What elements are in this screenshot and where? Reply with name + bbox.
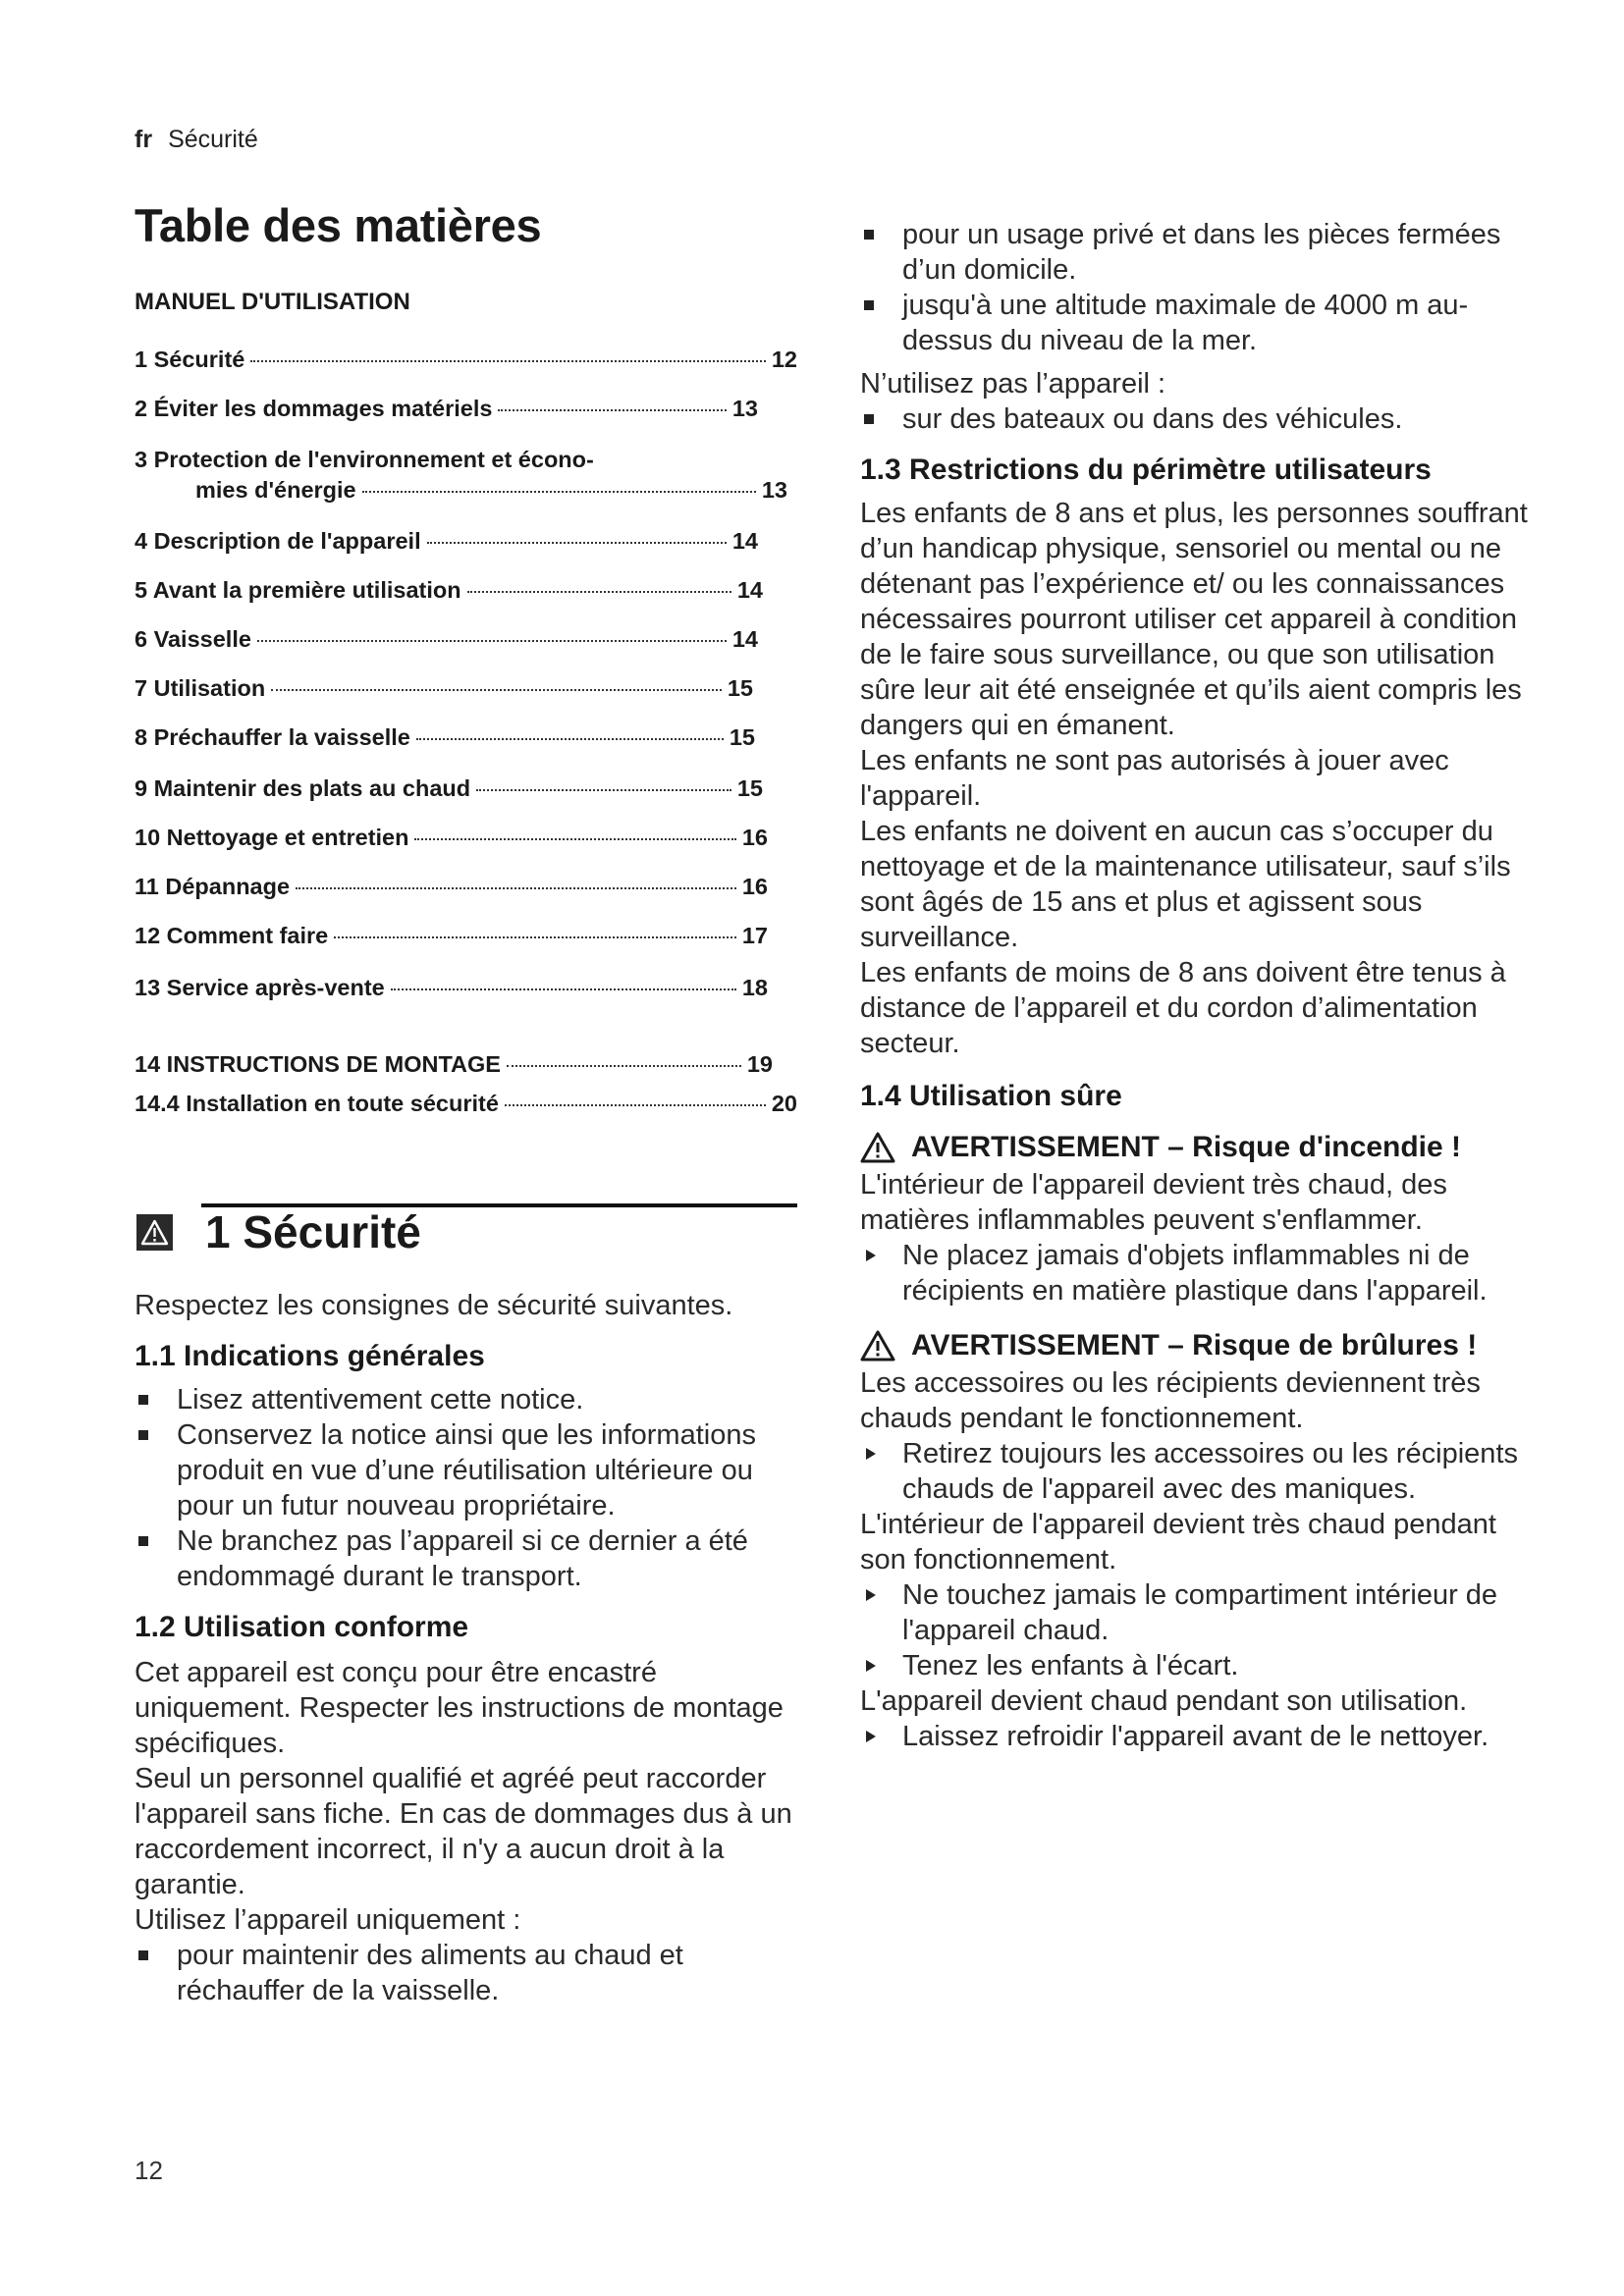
list-item: pour un usage privé et dans les pièces fermées d’un domicile. [860, 217, 1538, 288]
paragraph: L'intérieur de l'appareil devient très chaud, des matières inflammables peuvent s'enflammer. [860, 1169, 1447, 1236]
toc-leader [391, 988, 736, 990]
toc-leader [427, 542, 727, 544]
toc-entry-title: 3 Protection de l'environnement et écono- [135, 447, 594, 472]
arrow-marker [866, 1589, 876, 1601]
toc-leader [507, 1065, 741, 1067]
list-item: jusqu'à une altitude maximale de 4000 m au-dessus du niveau de la mer. [860, 288, 1538, 358]
toc-entry[interactable] [135, 1091, 797, 1117]
toc-entry[interactable] [135, 874, 768, 900]
bullet-list [860, 401, 1538, 437]
toc-entry-title: 14.4 Installation en toute sécurité [135, 1091, 499, 1116]
bullet-list [860, 217, 1538, 358]
toc-leader [467, 591, 731, 593]
paragraph: Les enfants de 8 ans et plus, les personnes souffrant d’un handicap physique, sensoriel ou mental ou ne détenant pas l’expérience et/ ou les connaissances nécessaires pourront utiliser cet appareil à condition de le faire sous surveillance, ou que son utilisation sûre leur ait été enseignée et qu’ils aient compris les dangers qui en émanent. [860, 498, 1528, 741]
toc-leader [334, 936, 736, 938]
arrow-marker [866, 1731, 876, 1742]
paragraph: Seul un personnel qualifié et agréé peut raccorder l'appareil sans fiche. En cas de dommages dus à un raccordement incorrect, il n'y a aucun droit à la garantie. [135, 1763, 792, 1900]
subsection-title: 1.4 Utilisation sûre [860, 1080, 1122, 1112]
subsection-title: 1.2 Utilisation conforme [135, 1611, 469, 1643]
bullet-marker [864, 414, 874, 424]
toc-entry-page: 14 [736, 577, 763, 603]
page-number: 12 [135, 2156, 163, 2185]
list-item: pour maintenir des aliments au chaud et réchauffer de la vaisselle. [135, 1938, 802, 2008]
warning-title: AVERTISSEMENT – Risque de brûlures ! [911, 1329, 1478, 1362]
toc-section-label: MANUEL D'UTILISATION [135, 289, 410, 315]
toc-entry[interactable] [135, 577, 763, 604]
paragraph: Utilisez l’appareil uniquement : [135, 1904, 521, 1936]
action-item: Tenez les enfants à l'écart. [860, 1648, 1538, 1683]
arrow-marker [866, 1250, 876, 1261]
toc-entry[interactable] [135, 347, 797, 373]
toc-entry[interactable] [135, 528, 758, 555]
toc-entry[interactable] [135, 975, 768, 1001]
action-list [860, 1719, 1538, 1754]
toc-entry-title: 11 Dépannage [135, 874, 291, 899]
bullet-marker [138, 1536, 148, 1546]
toc-leader [296, 887, 736, 889]
bullet-marker [138, 1395, 148, 1405]
list-item: Conservez la notice ainsi que les informations produit en vue d’une réutilisation ultérieure ou pour un futur nouveau propriétaire. [135, 1417, 802, 1523]
toc-entry[interactable] [135, 775, 763, 802]
toc-entry-title: 12 Comment faire [135, 923, 329, 948]
bullet-marker [138, 1950, 148, 1960]
warning-heading [860, 1326, 1538, 1365]
section-intro: Respectez les consignes de sécurité suivantes. [135, 1290, 733, 1321]
toc-entry[interactable] [135, 396, 758, 422]
toc-entry-page: 13 [761, 477, 787, 503]
toc-entry-title: 1 Sécurité [135, 347, 245, 372]
toc-entry-title: 14 INSTRUCTIONS DE MONTAGE [135, 1051, 501, 1077]
paragraph: Les enfants ne doivent en aucun cas s’occuper du nettoyage et de la maintenance utilisateur, sauf s’ils sont âgés de 15 ans et plus et agissent sous surveillance. [860, 816, 1511, 953]
left-column-body [135, 1288, 802, 2008]
subsection-title: 1.1 Indications générales [135, 1340, 485, 1372]
warning-triangle-icon [860, 1132, 895, 1163]
toc-entry-page: 19 [746, 1051, 773, 1077]
toc-entry[interactable] [135, 447, 787, 504]
toc-entry-page: 15 [729, 724, 755, 750]
paragraph: Les accessoires ou les récipients deviennent très chauds pendant le fonctionnement. [860, 1367, 1481, 1434]
toc-entry[interactable] [135, 724, 755, 751]
toc-entry-page: 13 [731, 396, 758, 421]
list-item: Lisez attentivement cette notice. [135, 1382, 802, 1417]
toc-title: Table des matières [135, 199, 542, 251]
list-item: Ne branchez pas l’appareil si ce dernier a été endommagé durant le transport. [135, 1523, 802, 1594]
action-list [860, 1436, 1538, 1507]
action-list [860, 1577, 1538, 1683]
toc-entry-page: 16 [741, 825, 768, 850]
paragraph: Les enfants ne sont pas autorisés à jouer avec l'appareil. [860, 745, 1449, 812]
toc-entry-title: 4 Description de l'appareil [135, 528, 421, 554]
toc-entry-page: 15 [736, 775, 763, 801]
right-column-body [860, 217, 1538, 1754]
toc-entry[interactable] [135, 923, 768, 949]
warning-triangle-icon [860, 1330, 895, 1362]
action-item: Retirez toujours les accessoires ou les récipients chauds de l'appareil avec des maniques. [860, 1436, 1538, 1507]
toc-entry-page: 15 [727, 675, 753, 701]
toc-leader [416, 738, 724, 740]
toc-entry-title: 8 Préchauffer la vaisselle [135, 724, 410, 750]
toc-leader [257, 640, 727, 642]
section-title: 1 Sécurité [205, 1206, 421, 1257]
toc-leader [498, 409, 726, 411]
warning-title: AVERTISSEMENT – Risque d'incendie ! [911, 1131, 1461, 1163]
toc-entry-title: 13 Service après-vente [135, 975, 385, 1000]
toc-leader [271, 689, 722, 691]
toc-leader [414, 838, 735, 840]
toc-entry-page: 12 [771, 347, 797, 372]
warning-icon [136, 1214, 173, 1251]
toc-leader [505, 1104, 766, 1106]
bullet-marker [864, 230, 874, 240]
bullet-marker [864, 300, 874, 310]
bullet-marker [138, 1430, 148, 1440]
bullet-list [135, 1938, 802, 2008]
subsection-title: 1.3 Restrictions du périmètre utilisateurs [860, 454, 1432, 486]
toc-entry-title: 10 Nettoyage et entretien [135, 825, 409, 850]
arrow-marker [866, 1660, 876, 1672]
toc-entry-page: 20 [771, 1091, 797, 1116]
toc-entry[interactable] [135, 626, 758, 653]
arrow-marker [866, 1448, 876, 1460]
toc-entry-title: 2 Éviter les dommages matériels [135, 396, 493, 421]
running-header [135, 126, 258, 154]
toc-leader [476, 789, 731, 791]
toc-entry-title: 5 Avant la première utilisation [135, 577, 461, 603]
paragraph: L'appareil devient chaud pendant son utilisation. [860, 1685, 1468, 1717]
toc-entry-page: 16 [741, 874, 768, 899]
toc-entry-page: 18 [741, 975, 768, 1000]
toc-entry[interactable] [135, 1051, 773, 1078]
action-item: Ne touchez jamais le compartiment intérieur de l'appareil chaud. [860, 1577, 1538, 1648]
toc-entry-title: 9 Maintenir des plats au chaud [135, 775, 471, 801]
toc-leader [250, 360, 766, 362]
language-code: fr [135, 126, 153, 153]
action-item: Laissez refroidir l'appareil avant de le nettoyer. [860, 1719, 1538, 1754]
action-list [860, 1238, 1538, 1308]
toc-leader [362, 491, 756, 493]
toc-entry[interactable] [135, 675, 753, 702]
bullet-list [135, 1382, 802, 1594]
header-section: Sécurité [168, 126, 258, 153]
paragraph: L'intérieur de l'appareil devient très chaud pendant son fonctionnement. [860, 1509, 1496, 1575]
paragraph: N’utilisez pas l’appareil : [860, 368, 1166, 400]
toc-entry[interactable] [135, 825, 768, 851]
toc-entry-title: 7 Utilisation [135, 675, 266, 701]
warning-heading [860, 1128, 1538, 1167]
toc-entry-page: 17 [741, 923, 768, 948]
paragraph: Cet appareil est conçu pour être encastré uniquement. Respecter les instructions de montage spécifiques. [135, 1657, 784, 1759]
list-item: sur des bateaux ou dans des véhicules. [860, 401, 1538, 437]
action-item: Ne placez jamais d'objets inflammables ni de récipients en matière plastique dans l'appareil. [860, 1238, 1538, 1308]
toc-entry-title-cont: mies d'énergie [195, 477, 356, 503]
toc-entry-page: 14 [731, 626, 758, 652]
paragraph: Les enfants de moins de 8 ans doivent être tenus à distance de l’appareil et du cordon d’alimentation secteur. [860, 957, 1506, 1059]
toc-entry-title: 6 Vaisselle [135, 626, 251, 652]
toc-entry-page: 14 [731, 528, 758, 554]
